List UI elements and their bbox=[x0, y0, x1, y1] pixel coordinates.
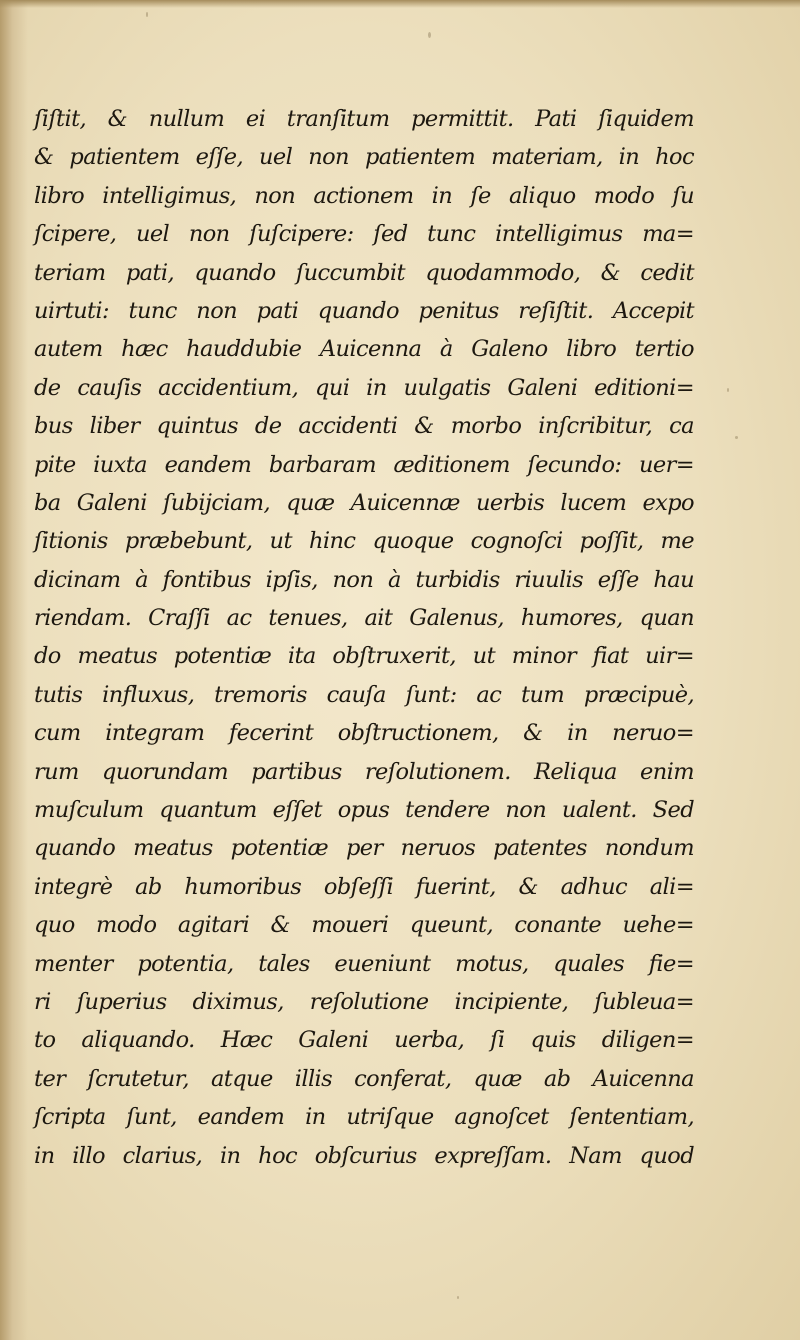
text-line: autem hæc hauddubie Auicenna à Galeno libro tertio bbox=[34, 336, 694, 363]
text-line: quando meatus potentiæ per neruos patentes nondum bbox=[34, 835, 694, 862]
paper-speck bbox=[146, 12, 148, 17]
text-line: ba Galeni ſubijciam, quæ Auicennæ uerbis lucem expo bbox=[34, 489, 694, 516]
text-line: riendam. Craſſi ac tenues, ait Galenus, humores, quan bbox=[34, 605, 694, 632]
binding-gutter bbox=[0, 0, 28, 1340]
text-line: dicinam à fontibus ipſis, non à turbidis riuulis eſſe hau bbox=[34, 566, 694, 593]
text-line: do meatus potentiæ ita obſtruxerit, ut minor fiat uir= bbox=[34, 643, 694, 670]
text-line: ſitionis præbebunt, ut hinc quoque cognoſci poſſit, me bbox=[34, 528, 694, 555]
text-line: libro intelligimus, non actionem in ſe aliquo modo ſu bbox=[34, 182, 694, 209]
text-line: teriam pati, quando ſuccumbit quodammodo, & cedit bbox=[34, 259, 694, 286]
text-line: & patientem eſſe, uel non patientem materiam, in hoc bbox=[34, 144, 694, 171]
paper-speck bbox=[428, 32, 431, 38]
text-line: uirtuti: tunc non pati quando penitus reſiſtit. Accepit bbox=[34, 297, 694, 324]
text-line: tutis influxus, tremoris cauſa ſunt: ac tum præcipuè, bbox=[34, 681, 694, 708]
text-line: in illo clarius, in hoc obſcurius expreſſam. Nam quod bbox=[34, 1142, 694, 1169]
paper-speck bbox=[727, 388, 729, 392]
text-line: muſculum quantum eſſet opus tendere non ualent. Sed bbox=[34, 797, 694, 824]
text-line: bus liber quintus de accidenti & morbo inſcribitur, ca bbox=[34, 413, 694, 440]
page-top-edge bbox=[0, 0, 800, 8]
text-line: cum integram fecerint obſtructionem, & in neruo= bbox=[34, 720, 694, 747]
text-line: pite iuxta eandem barbaram æditionem ſecundo: uer= bbox=[34, 451, 694, 478]
text-line: ſcipere, uel non ſuſcipere: ſed tunc intelligimus ma= bbox=[34, 221, 694, 248]
text-line: ſiſtit, & nullum ei tranſitum permittit. Pati ſiquidem bbox=[34, 106, 694, 132]
text-line: integrè ab humoribus obſeſſi fuerint, & adhuc ali= bbox=[34, 873, 694, 900]
text-line: de cauſis accidentium, qui in uulgatis Galeni editioni= bbox=[34, 374, 694, 401]
page-text bbox=[34, 100, 694, 1175]
text-line: to aliquando. Hæc Galeni uerba, ſi quis diligen= bbox=[34, 1027, 694, 1054]
paper-speck bbox=[735, 436, 738, 439]
text-line: ter ſcrutetur, atque illis conferat, quæ ab Auicenna bbox=[34, 1065, 694, 1092]
text-line: ſcripta ſunt, eandem in utriſque agnoſcet ſententiam, bbox=[34, 1104, 694, 1131]
text-line: rum quorundam partibus reſolutionem. Reliqua enim bbox=[34, 758, 694, 785]
text-line: menter potentia, tales eueniunt motus, quales fie= bbox=[34, 950, 694, 977]
paper-speck bbox=[457, 1296, 459, 1299]
text-line: ri ſuperius diximus, reſolutione incipiente, ſubleua= bbox=[34, 988, 694, 1015]
text-line: quo modo agitari & moueri queunt, conante uehe= bbox=[34, 912, 694, 939]
